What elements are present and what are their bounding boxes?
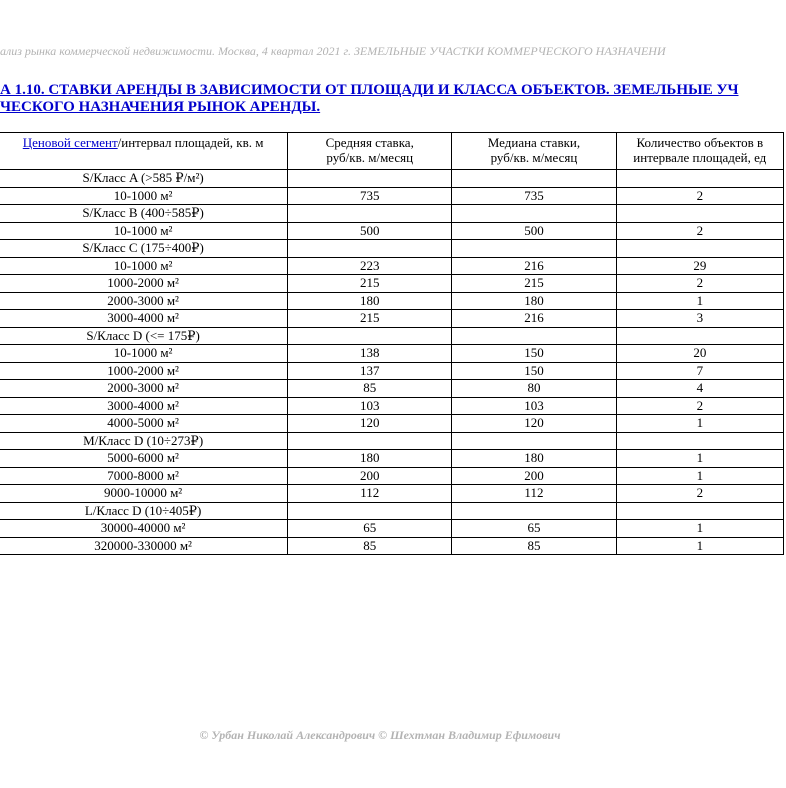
- cell-median-rate: 80: [452, 380, 616, 398]
- table-row: [0, 467, 784, 485]
- cell-average-rate: 137: [288, 362, 452, 380]
- cell-object-count: 20: [616, 345, 783, 363]
- cell-average-rate: 215: [288, 310, 452, 328]
- cell-median-rate: 103: [452, 397, 616, 415]
- cell-object-count: 1: [616, 415, 783, 433]
- rent-rates-table: [0, 132, 784, 555]
- table-title[interactable]: [0, 82, 786, 116]
- table-row: [0, 170, 784, 188]
- cell-median-rate: 180: [452, 292, 616, 310]
- table-row: [0, 450, 784, 468]
- cell-object-count: 1: [616, 450, 783, 468]
- cell-average-rate: [288, 327, 452, 345]
- cell-average-rate: 65: [288, 520, 452, 538]
- table-row: [0, 292, 784, 310]
- cell-median-rate: 180: [452, 450, 616, 468]
- cell-object-count: 1: [616, 520, 783, 538]
- cell-object-count: 3: [616, 310, 783, 328]
- cell-average-rate: 735: [288, 187, 452, 205]
- cell-object-count: 4: [616, 380, 783, 398]
- cell-object-count: 7: [616, 362, 783, 380]
- cell-average-rate: [288, 170, 452, 188]
- table-row: [0, 327, 784, 345]
- cell-median-rate: 65: [452, 520, 616, 538]
- cell-median-rate: 215: [452, 275, 616, 293]
- cell-object-count: [616, 502, 783, 520]
- cell-interval: 30000-40000 м²: [0, 520, 288, 538]
- table-title-line-1: А 1.10. СТАВКИ АРЕНДЫ В ЗАВИСИМОСТИ ОТ ПЛОЩАДИ И КЛАССА ОБЪЕКТОВ. ЗЕМЕЛЬНЫЕ УЧ: [0, 82, 739, 98]
- header-average-rate: [288, 133, 452, 170]
- cell-object-count: [616, 205, 783, 223]
- header-object-count-line-2: интервале площадей, ед: [633, 150, 767, 165]
- cell-interval: 10-1000 м²: [0, 222, 288, 240]
- cell-interval: S/Класс D (<= 175₽): [0, 327, 288, 345]
- cell-average-rate: 103: [288, 397, 452, 415]
- table-row: [0, 310, 784, 328]
- cell-median-rate: 200: [452, 467, 616, 485]
- cell-interval: 3000-4000 м²: [0, 310, 288, 328]
- cell-average-rate: 85: [288, 380, 452, 398]
- cell-interval: 4000-5000 м²: [0, 415, 288, 433]
- cell-object-count: 2: [616, 222, 783, 240]
- cell-median-rate: [452, 327, 616, 345]
- cell-average-rate: 138: [288, 345, 452, 363]
- cell-interval: 2000-3000 м²: [0, 380, 288, 398]
- price-segment-link[interactable]: Ценовой сегмент: [22, 135, 118, 150]
- header-median-rate-line-1: Медиана ставки,: [487, 135, 581, 150]
- cell-object-count: [616, 240, 783, 258]
- table-header-row: [0, 133, 784, 170]
- cell-object-count: 2: [616, 187, 783, 205]
- cell-object-count: 2: [616, 397, 783, 415]
- table-row: [0, 345, 784, 363]
- table-row: [0, 240, 784, 258]
- cell-median-rate: 216: [452, 257, 616, 275]
- cell-interval: L/Класс D (10÷405₽): [0, 502, 288, 520]
- cell-interval: 10-1000 м²: [0, 187, 288, 205]
- cell-average-rate: [288, 205, 452, 223]
- cell-median-rate: 150: [452, 345, 616, 363]
- cell-object-count: [616, 170, 783, 188]
- table-row: [0, 222, 784, 240]
- cell-average-rate: 180: [288, 292, 452, 310]
- cell-median-rate: 500: [452, 222, 616, 240]
- cell-median-rate: 112: [452, 485, 616, 503]
- cell-object-count: [616, 327, 783, 345]
- header-object-count-line-1: Количество объектов в: [636, 135, 764, 150]
- table-row: [0, 275, 784, 293]
- cell-interval: 2000-3000 м²: [0, 292, 288, 310]
- cell-interval: S/Класс C (175÷400₽): [0, 240, 288, 258]
- cell-interval: 1000-2000 м²: [0, 275, 288, 293]
- table-row: [0, 397, 784, 415]
- table-row: [0, 205, 784, 223]
- cell-average-rate: [288, 240, 452, 258]
- cell-interval: 320000-330000 м²: [0, 537, 288, 555]
- cell-interval: 5000-6000 м²: [0, 450, 288, 468]
- copyright-footer: © Урбан Николай Александрович © Шехтман Владимир Ефимович: [199, 728, 561, 742]
- cell-median-rate: 120: [452, 415, 616, 433]
- cell-average-rate: 500: [288, 222, 452, 240]
- cell-object-count: 1: [616, 292, 783, 310]
- document-header: ализ рынка коммерческой недвижимости. Москва, 4 квартал 2021 г. ЗЕМЕЛЬНЫЕ УЧАСТКИ КОММЕРЧЕСКОГО НАЗНАЧЕНИ: [0, 44, 666, 58]
- table-row: [0, 415, 784, 433]
- cell-median-rate: [452, 432, 616, 450]
- cell-interval: 10-1000 м²: [0, 257, 288, 275]
- table-row: [0, 187, 784, 205]
- cell-median-rate: [452, 205, 616, 223]
- header-segment: [0, 133, 288, 170]
- table-row: [0, 257, 784, 275]
- header-segment-rest: /интервал площадей, кв. м: [117, 135, 264, 150]
- cell-average-rate: 223: [288, 257, 452, 275]
- cell-object-count: 29: [616, 257, 783, 275]
- cell-average-rate: 112: [288, 485, 452, 503]
- cell-median-rate: 735: [452, 187, 616, 205]
- cell-average-rate: [288, 502, 452, 520]
- cell-interval: 3000-4000 м²: [0, 397, 288, 415]
- cell-object-count: [616, 432, 783, 450]
- table-body: [0, 170, 784, 555]
- cell-median-rate: [452, 240, 616, 258]
- cell-object-count: 1: [616, 467, 783, 485]
- table-row: [0, 380, 784, 398]
- cell-interval: 10-1000 м²: [0, 345, 288, 363]
- cell-average-rate: 200: [288, 467, 452, 485]
- cell-median-rate: 85: [452, 537, 616, 555]
- table-row: [0, 520, 784, 538]
- cell-average-rate: 120: [288, 415, 452, 433]
- cell-interval: S/Класс A (>585 ₽/м²): [0, 170, 288, 188]
- table-row: [0, 502, 784, 520]
- cell-object-count: 2: [616, 275, 783, 293]
- cell-average-rate: 215: [288, 275, 452, 293]
- cell-median-rate: 150: [452, 362, 616, 380]
- table-row: [0, 432, 784, 450]
- table-row: [0, 537, 784, 555]
- header-average-rate-line-2: руб/кв. м/месяц: [326, 150, 414, 165]
- table-row: [0, 485, 784, 503]
- header-average-rate-line-1: Средняя ставка,: [325, 135, 414, 150]
- cell-average-rate: 85: [288, 537, 452, 555]
- cell-average-rate: 180: [288, 450, 452, 468]
- table-title-line-2: ЧЕСКОГО НАЗНАЧЕНИЯ РЫНОК АРЕНДЫ.: [0, 99, 321, 115]
- cell-object-count: 1: [616, 537, 783, 555]
- header-median-rate-line-2: руб/кв. м/месяц: [490, 150, 578, 165]
- cell-median-rate: [452, 502, 616, 520]
- table-row: [0, 362, 784, 380]
- cell-interval: 7000-8000 м²: [0, 467, 288, 485]
- cell-interval: 1000-2000 м²: [0, 362, 288, 380]
- cell-interval: S/Класс B (400÷585₽): [0, 205, 288, 223]
- cell-interval: 9000-10000 м²: [0, 485, 288, 503]
- header-median-rate: [452, 133, 616, 170]
- cell-object-count: 2: [616, 485, 783, 503]
- cell-interval: M/Класс D (10÷273₽): [0, 432, 288, 450]
- cell-average-rate: [288, 432, 452, 450]
- header-object-count: [616, 133, 783, 170]
- cell-median-rate: 216: [452, 310, 616, 328]
- cell-median-rate: [452, 170, 616, 188]
